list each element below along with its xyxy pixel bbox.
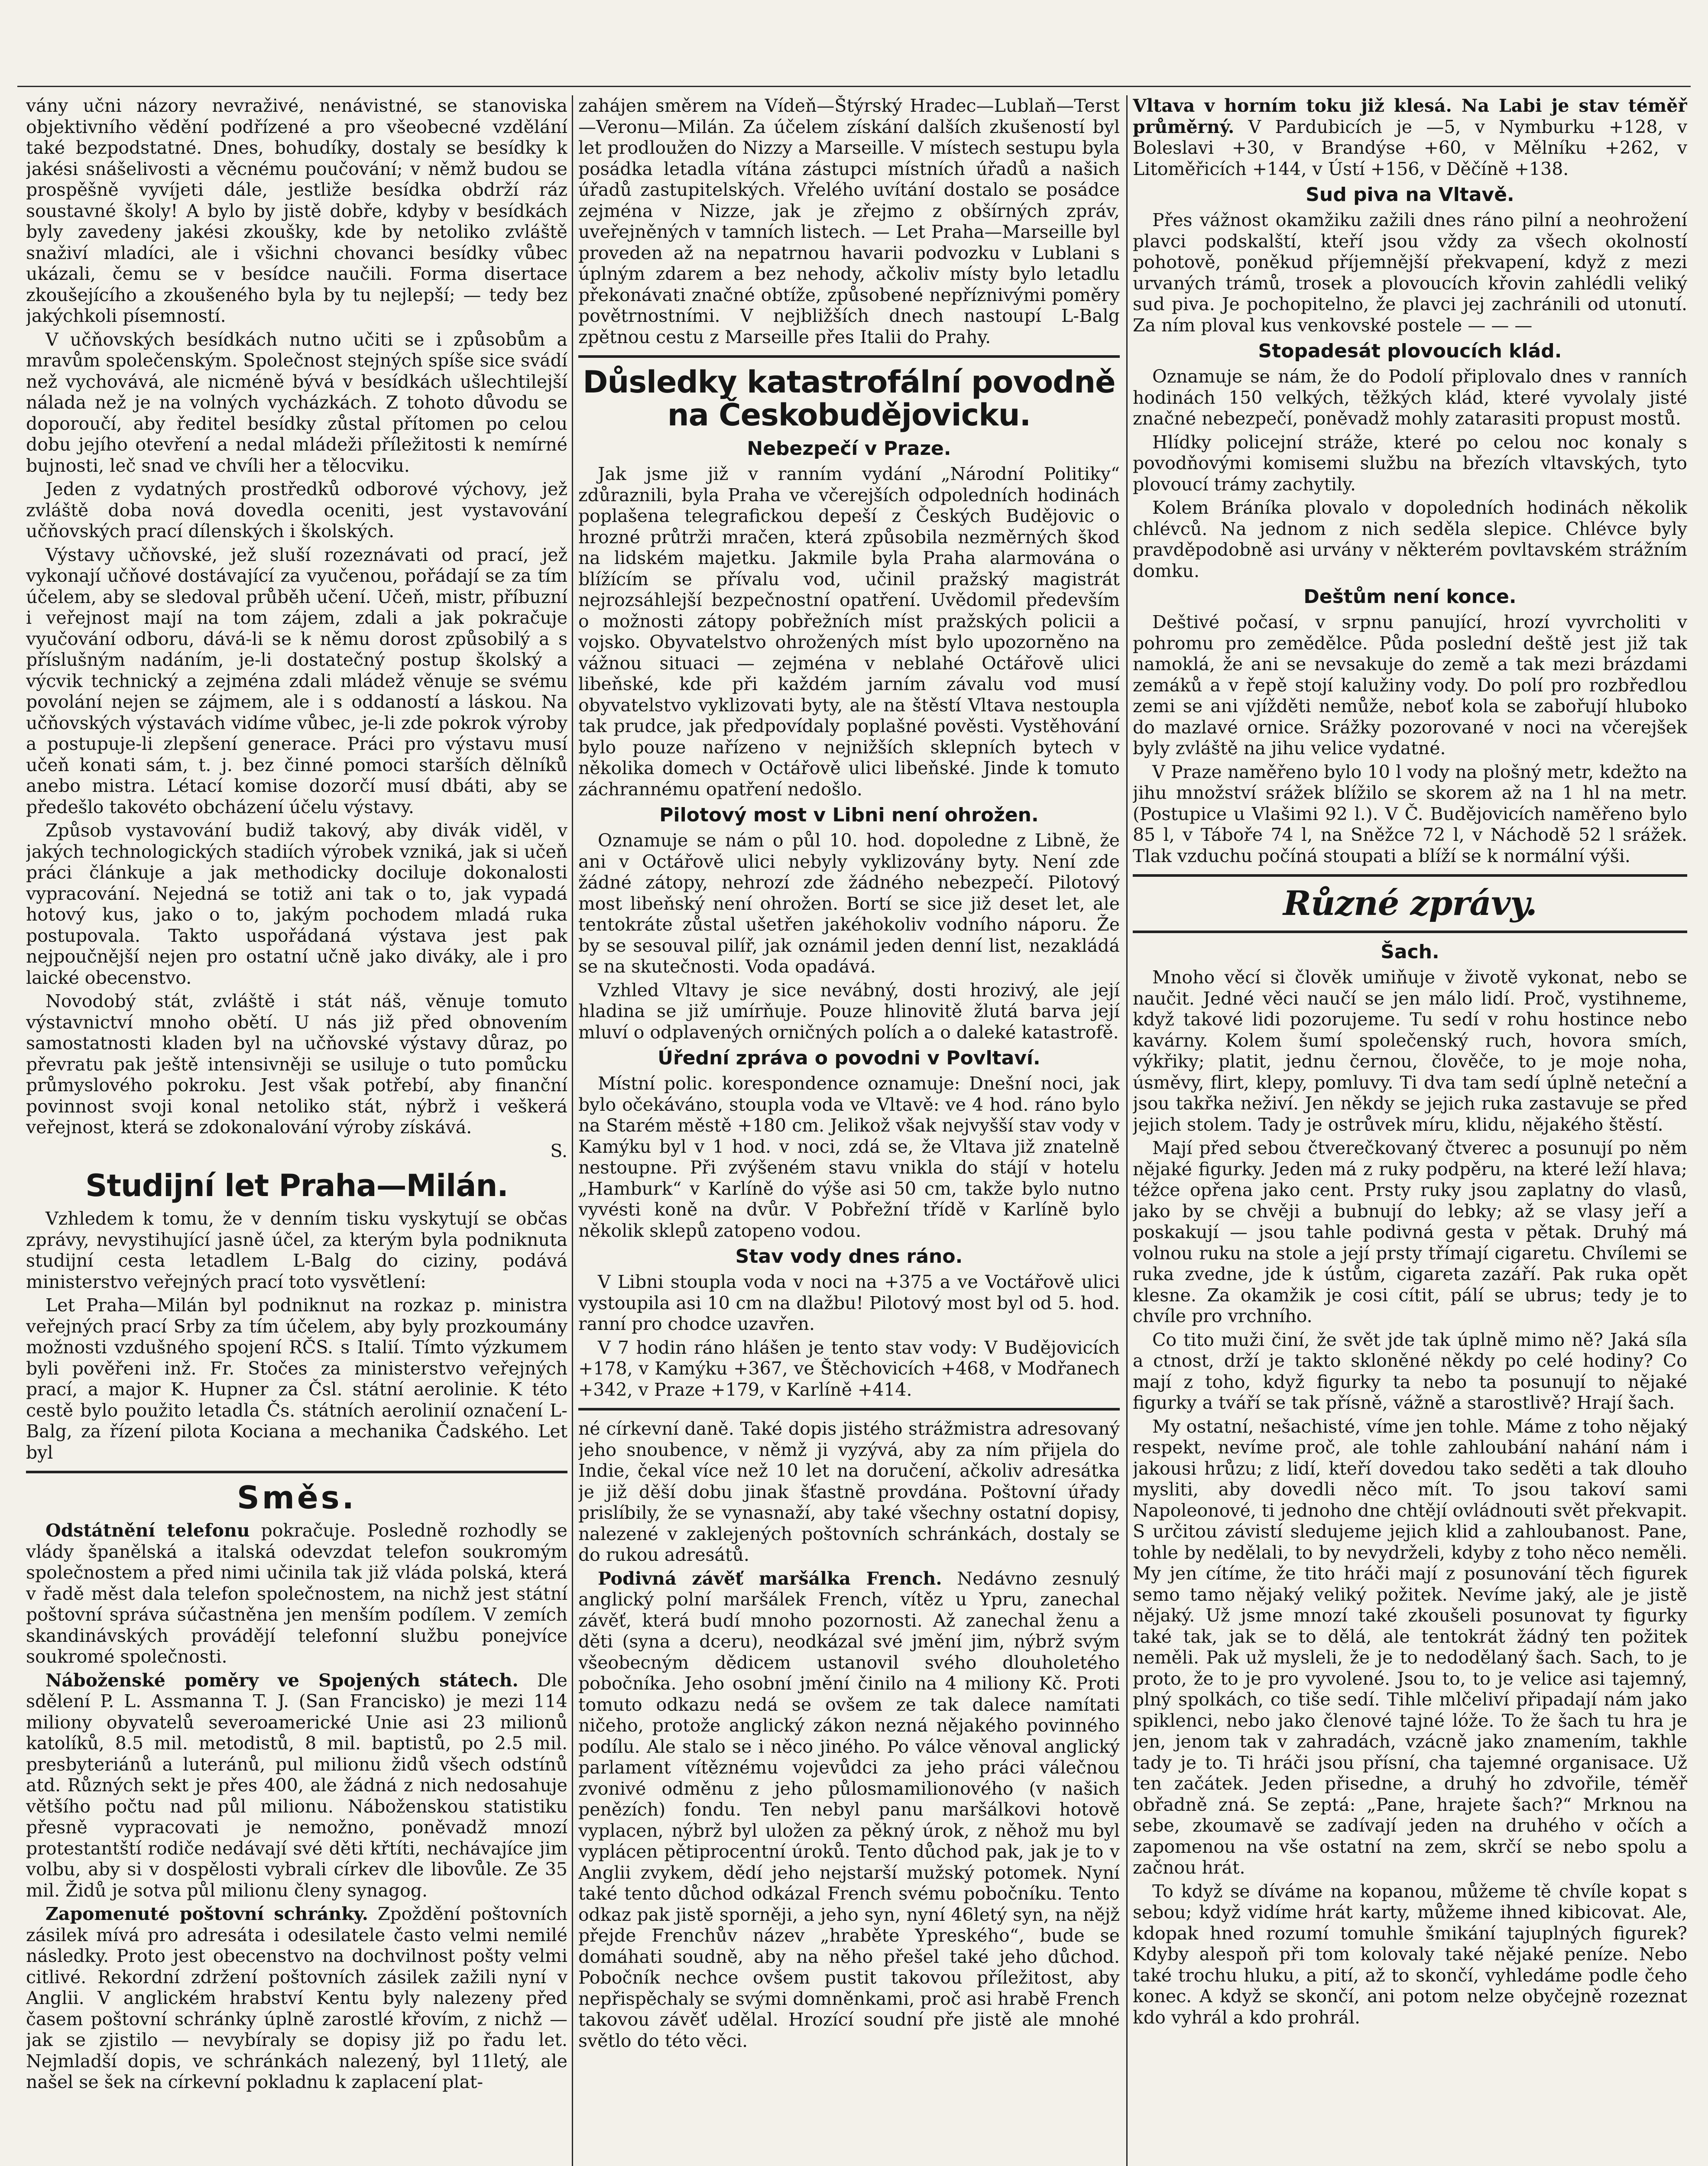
news-item [26, 1903, 567, 2093]
top-rule [17, 86, 1691, 87]
article-paragraph: To když se díváme na kopanou, můžeme tě chvíle kopat s sebou; když vidíme hrát karty, můžeme ihned kibicovat. Ale, kdopak hned rozumí tomuhle šmikání tajuplných figurek? Kdyby alespoň při tom kolovaly také nějaké peníze. Nebo také trochu hluku, a pití, až to skončí, vyhledáme podle čeho konec. A když se skončí, ani potom nelze obyčejně rozeznat kdo vyhrál a kdo prohrál. [1133, 1881, 1687, 2028]
article-paragraph: Co tito muži činí, že svět jde tak úplně mimo ně? Jaká síla a ctnost, drží je takto skloněné někdy po celé hodiny? Co mají z toho, když figurky ta nebo ta posunují to nějaké figurky a tváří se tak přísně, vážně a starostlivě? Hrají šach. [1133, 1329, 1687, 1413]
headline-dusledky: Důsledky katastrofální povodně na Českobudějovicku. [583, 364, 1115, 433]
section-divider [1133, 874, 1687, 877]
article-paragraph: Jeden z vydatných prostředků odborové výchovy, jež zvláště doba nová dovedla oceniti, jest vystavování učňovských prací dílenských i školských. [26, 479, 567, 542]
article-paragraph: V učňovských besídkách nutno učiti se i způsobům a mravům společenským. Společnost stejných spíše sice svádí než vychovává, ale nicméně bývá v besídkách ušlechtilejší nálada než je na volných vycházkách. Z tohoto důvodu se doporoučí, aby ředitel besídky zůstal přítomen po celou dobu jejího otevření a nedal mládeži příležitosti k nemírné bujnosti, leč snad ve chvíli her a tělocviku. [26, 329, 567, 476]
article-paragraph: Mají před sebou čtverečkovaný čtverec a posunují po něm nějaké figurky. Jeden má z ruky podpěru, na které leží hlava; téžce opřena jako cent. Prsty ruky jsou zaplatny do vlasů, jako by se chvěji a bubnují do lebky; až se vlasy jeří a poskakují — jsou tahle podivná gesta v pětak. Druhý má volnou ruku na stole a její prsty třímají cigaretu. Chvílemi se ruka zvedne, jde k ústům, cigareta zazáří. Pak ruka opět klesne. Za okamžik je cosi cítit, pálí se ubrus; tedy je to chvíle pro vrchního. [1133, 1138, 1687, 1326]
article-paragraph: V 7 hodin ráno hlášen je tento stav vody: V Budějovicích +178, v Kamýku +367, ve Štěchovicích +468, v Modřanech +342, v Praze +179, v Karlíně +414. [578, 1337, 1120, 1400]
news-item [26, 1670, 567, 1901]
article-paragraph: Vzhledem k tomu, že v denním tisku vyskytují se občas zprávy, nevystihující jasně účel, za kterým byla podniknuta studijní cesta letadlem L-Balg do ciziny, podává ministerstvo veřejných prací toto vysvětlení: [26, 1208, 567, 1292]
subheadline-sud-piva: Sud piva na Vltavě. [1306, 184, 1514, 206]
article-paragraph: Jak jsme již v ranním vydání „Národní Politiky“ zdůraznili, byla Praha ve včerejších odpoledních hodinách poplašena telegrafickou depeší z Českých Budějovic o hrozné průtrži mračen, která způsobila nezměrných škod na lidském majetku. Jakmile byla Praha alarmována o blížícím se přívalu vod, učinil pražský magistrát nejrozsáhlejší bezpečnostní opatření. Uvědomil především o možnosti zátopy pobřežních míst pražských policii a vojsko. Obyvatelstvo ohrožených míst bylo upozorněno na vážnou situaci — zejména v neblahé Octářově ulici libeňské, kde při každém jarním závalu vod musí obyvatelstvo vyklizovati byty, ale na štěstí Vltava nestoupla tak prudce, jak předpovídaly poplašné pověsti. Vystěhování bylo pouze nařízeno v nejnižších sklepních bytech v několika domech v Octářově ulici libeňské. Jinde k tomuto záchrannému opatření nedošlo. [578, 464, 1120, 800]
headline-studijni-let: Studijní let Praha—Milán. [85, 1168, 508, 1203]
subheadline-pilotovy-most: Pilotový most v Libni není ohrožen. [659, 804, 1039, 826]
article-paragraph [1133, 95, 1687, 179]
lead-bold: Vltava v horním toku již klesá. Na Labi je stav téměř průměrný. [1133, 95, 1687, 137]
news-item-text: Nedávno zesnulý anglický polní maršálek French, vítěz u Ypru, zanechal závěť, která budí mnoho pozornosti. Až zanechal ženu a děti (syna a dceru), neodkázal své jmění jim, nýbrž svým všeobecným dědicem ustanovil svého dlouholetého pobočníka. Jeho osobní jmění činilo na 4 miliony Kč. Proti tomuto odkazu nedá se ovšem ze tak dalece namítati ničeho, protože anglický zákon nezná nějakého povinného podílu. Ale stalo se i něco jiného. Po válce věnoval anglický parlament vítěznému vojevůdci za jeho práci válečnou zvonivé odměnu z jeho půlosmamilionového (v našich penězích) fondu. Ten nebyl panu maršálkovi hotově vyplacen, nýbrž byl uložen za pěkný úrok, z něhož mu byl vyplácen pětiprocentní úroků. Tento důchod pak, jak je to v Anglii zvykem, dědí jeho nejstarší mužský potomek. Nyní také tento důchod odkázal French svému pobočníku. Tento odkaz pak jistě sporněji, a jeho syn, nyní 46letý syn, na nějž přejde Frenchův název „hraběte Ypreského“, bude se domáhati soudně, aby na něho přešel také jeho důchod. Pobočník nechce ovšem pustit takovou příležitost, aby nepřispěchaly se svými domněnkami, proč asi hrabě French takovou závěť udělal. Hrozící soudní pře jistě ale mnohé světlo do této věci. [578, 1568, 1120, 2051]
article-paragraph: V Praze naměřeno bylo 10 l vody na plošný metr, kdežto na jihu množství srážek blížilo se skorem až na 1 hl na metr. (Postupice u Vlašimi 92 l.). V Č. Budějovicích naměřeno bylo 85 l, v Táboře 74 l, na Sněžce 72 l, v Náchodě 52 l srážek. Tlak vzduchu počíná stoupati a blíží se k normální výši. [1133, 761, 1687, 866]
article-paragraph: Kolem Bráníka plovalo v dopoledních hodinách několik chlévců. Na jednom z nich seděla slepice. Chlévce byly pravděpodobně asi urvány v některém povltavském strážním domku. [1133, 497, 1687, 581]
article-paragraph: Mnoho věcí si člověk umiňuje v životě vykonat, nebo se naučit. Jedné věci naučí se jen málo lidí. Proč, vystihneme, když takové lidi pozorujeme. Tu sedí v rohu hostince nebo kavárny. Kolem šumí společenský ruch, hovora smích, výkřiky; platit, jednu černou, člověče, to je moje noha, úsměvy, flirt, klepy, pomluvy. Ti dva tam sedí úplně neteční a jsou takřka neživí. Jen někdy se jejich ruka zastavuje se před jejich stolem. Tady je ostrůvek míru, klidu, nějakého štěstí. [1133, 967, 1687, 1135]
article-paragraph: né církevní daně. Také dopis jistého strážmistra adresovaný jeho snoubence, v němž ji vyzývá, aby za ním přijela do Indie, čekal více než 10 let na doručení, ačkoliv adresátka je již děší dobu jinak šťastně provdána. Poštovní úřady prislíbily, že se vynasnaží, aby také všechny ostatní dopisy, nalezené v zaklejených poštovních schránkách, dostaly se do rukou adresátů. [578, 1418, 1120, 1565]
article-paragraph: Deštivé počasí, v srpnu panující, hrozí vyvrcholiti v pohromu pro zemědělce. Půda poslední deště jest již tak namoklá, že ani se nevsakuje do země a tak mezi brázdami zemáků a v řepě stojí kalužiny vody. Do polí pro rozbředlou zemi se ani vjížděti nemůže, neboť kola se zabořují hluboko do mazlavé ornice. Srážky pozorované v noci na včerejšek byly zvláště na jihu velice vydatné. [1133, 612, 1687, 759]
section-divider [578, 355, 1120, 358]
headline-ruzne-zpravy: Různé zprávy. [1283, 884, 1537, 923]
subheadline-destum: Deštům není konce. [1303, 586, 1517, 608]
article-signature: S. [550, 1140, 567, 1161]
news-item [578, 1568, 1120, 2052]
news-item-title: Podivná závěť maršálka French. [598, 1568, 942, 1589]
news-item [26, 1520, 567, 1667]
article-paragraph: My ostatní, nešachisté, víme jen tohle. Máme z toho nějaký respekt, nevíme proč, ale tohle zahloubání nahání nám i jakousi hrůzu; z lidí, kteří dovedou tako seděti a tak dlouho mysliti, aby dovedli něco mít. To jsou takoví sami Napoleonové, ti jednoho dne chtějí ovládnouti svět překvapit. S určitou závistí sledujeme jejich klid a zahloubanost. Pane, tohle by nedělali, to by nevydrželi, kdyby z toho něco neměli. My jen cítíme, že tito hráči mají z posunování těch figurek semo tamo nějaký veliký požitek. Nevíme jaký, ale je jistě nějaký. Už jsme mnozí také zkoušeli posunovat ty figurky také tak, jak se to dělá, ale tentokrát žádný ten požitek neměli. Pak už mysleli, že je to nedodělaný šach. Sach, to je proto, že to je pro vyvolené. Jsou to, to je velice asi tajemný, plný spolkách, co tiše sedí. Tihle mlčeliví připadají nám jako spiklenci, nebo jako členové tajné lóže. To že šach tu hra je jen, jenom tak v zahradách, vzácně jako znamením, takhle tady je to. Ti hráči jsou přísní, cha tajemné organisace. Už ten začátek. Jeden přisedne, a druhý ho zdvořile, téměř obřadně zná. Se zeptá: „Pane, hrajete šach?“ Mrknou na sebe, zkoumavě se zadívají jeden na druhého v očích a zapomenou na vše ostatní na zem, skrčí se nebo spolu a začnou hrát. [1133, 1416, 1687, 1878]
article-paragraph: Místní polic. korespondence oznamuje: Dnešní noci, jak bylo očekáváno, stoupla voda ve Vltavě: ve 4 hod. ráno bylo na Starém městě +180 cm. Jelikož však nejvyšší stav vody v Kamýku byl v 1 hod. v noci, zdá se, že Vltava již znatelně nestoupne. Při zvýšeném stavu vnikla do stájí v hotelu „Hamburk“ v Karlíně do výše asi 50 cm, takže bylo nutno vyvésti koně na dvůr. V Pobřežní třídě v Karlíně bylo několik sklepů zatopeno vodou. [578, 1073, 1120, 1241]
column-left [26, 95, 567, 2166]
column-middle [578, 95, 1120, 2166]
article-paragraph: zahájen směrem na Vídeň—Štýrský Hradec—Lublaň—Terst—Veronu—Milán. Za účelem získání dalších zkušeností byl let prodloužen do Nizzy a Marseille. V místech sestupu byla posádka letadla vítána zástupci místních úřadů a našich úřadů zastupitelských. Vřelého uvítání dostalo se posádce zejména v Nizze, jak je zřejmo z obšírných zpráv, uveřejněných v tamních listech. — Let Praha—Marseille byl proveden až na nepatrnou havarii podvozku v Lublani s úplným zdarem a bez nehody, ačkoliv místy bylo letadlu překonávati značné obtíže, způsobené nepříznivými poměry povětrnostními. V nejbližších dnech nastoupí L-Balg zpětnou cestu z Marseille přes Italii do Prahy. [578, 95, 1120, 347]
news-item-title: Zapomenuté poštovní schránky. [45, 1903, 369, 1924]
section-divider [1133, 931, 1687, 933]
article-paragraph: Let Praha—Milán byl podniknut na rozkaz p. ministra veřejných prací Srby za tím účelem, aby byly prozkoumány možnosti vzdušného spojení RČS. s Italií. Tímto výzkumem byli pověřeni inž. Fr. Stočes za ministerstvo veřejných prací, a major K. Hupner za Čsl. státní aerolinie. K této cestě bylo použito letadla Čs. státních aerolinií označení L-Balg, za řízení pilota Kociana a mechanika Čadského. Let byl [26, 1295, 567, 1463]
news-item-title: Odstátnění telefonu [45, 1520, 250, 1541]
section-divider [578, 1408, 1120, 1410]
column-divider-1 [572, 95, 573, 2166]
article-paragraph: Způsob vystavování budiž takový, aby divák viděl, v jakých technologických stadiích výrobek vzniká, jak si učeň práci článkuje a jak methodicky dociluje dokonalosti vypracování. Nejedná se totiž ani tak o to, jak vypadá hotový kus, jako o to, jakým pochodem mladá ruka postupovala. Takto uspořádaná výstava jest pak nejpoučnější nejen pro ostatní učně jako diváky, ale i pro laické obecenstvo. [26, 820, 567, 988]
article-paragraph: Novodobý stát, zvláště i stát náš, věnuje tomuto výstavnictví mnoho obětí. U nás již před obnovením samostatnosti kladen byl na učňovské výstavy důraz, po převratu pak ještě intensivněji se usiluje o tuto pomůcku průmyslového pokroku. Jest však potřebí, aby finanční povinnost svoji konal netoliko stát, nýbrž i veškerá veřejnost, která se zdokonalování výroby získává. [26, 991, 567, 1138]
article-paragraph: vány učni názory nevraživé, nenávistné, se stanoviska objektivního vědění podřízené a pro všeobecné vzdělání také bezpodstatné. Dnes, bohudíky, dostaly se besídky k jakési snášelivosti a věcnému poučování; v němž budou se prospěšně vyvíjeti dále, jestliže besídka obdrží ráz soustavné školy! A bylo by jistě dobře, kdyby v besídkách byly zavedeny jakési zkoušky, kde by netoliko zvláště snaživí mladíci, ale i všichni chovanci besídky vůbec ukázali, čemu se v besídce naučili. Forma disertace zkoušejícího a zkoušeného byla by tu nejlepší; — tedy bez jakýchkoli písemností. [26, 95, 567, 326]
article-paragraph: Oznamuje se nám o půl 10. hod. dopoledne z Libně, že ani v Octářově ulici nebyly vyklizovány byty. Není zde žádné zátopy, nehrozí zde žádného nebezpečí. Pilotový most libeňský není ohrožen. Bortí se sice již deset let, ale tentokráte zůstal ušetřen jakéhokoliv vodního náporu. Že by se sesouval pilíř, jak oznámil jeden denní list, nezakládá se na skutečnosti. Voda opadává. [578, 830, 1120, 977]
article-paragraph: Přes vážnost okamžiku zažili dnes ráno pilní a neohrožení plavci podskalští, kteří jsou vždy za všech okolností pohotově, poněkud příjemnější překvapení, když z mezi urvaných trámů, trosek a plovoucích křovin zahlédli veliký sud piva. Je pochopitelno, že plavci jej zachránili od utonutí. Za ním ploval kus venkovské postele — — — [1133, 210, 1687, 336]
subheadline-stav-vody: Stav vody dnes ráno. [735, 1245, 963, 1268]
subheadline-nebezpeci: Nebezpečí v Praze. [747, 438, 951, 460]
article-paragraph: Vzhled Vltavy je sice nevábný, dosti hrozivý, ale její hladina se již umírňuje. Pouze hlinovitě žlutá barva její mluví o odplavených orničných polích a o daleké katastrofě. [578, 979, 1120, 1043]
headline-smes: Směs. [237, 1479, 357, 1516]
subheadline-sach: Šach. [1381, 941, 1439, 963]
section-divider [26, 1471, 567, 1473]
news-item-text: pokračuje. Posledně rozhodly se vlády španělská a italská odevzdat telefon soukromým společnostem a před nimi učinila tak již vláda polská, která v řadě měst dala telefon společnostem, na nichž jest státní poštovní správa súčastněna jen menším podílem. V zemích skandinávských provádějí telefonní službu ponejvíce soukromé společnosti. [26, 1520, 567, 1667]
news-item-text: Dle sdělení P. L. Assmanna T. J. (San Francisko) je mezi 114 miliony obyvatelů severoamerické Unie asi 23 milionů katolíků, 8.5 mil. metodistů, 8 mil. baptistů, po 2.5 mil. presbyteriánů a luteránů, pul milionu židů všech odstínů atd. Různých sekt je přes 400, ale žádná z nich nedosahuje většího počtu nad půl milionu. Náboženskou statistiku přesně vypracovati je nemožno, poněvadž mnozí protestantští rodiče nedávají své děti křtíti, nechávajíce jim volbu, aby si v dospělosti vybrali církev dle libovůle. Ze 35 mil. Židů je sotva půl milionu členy synagog. [26, 1670, 567, 1901]
article-paragraph: V Libni stoupla voda v noci na +375 a ve Voctářově ulici vystoupila asi 10 cm na dlažbu! Pilotový most byl od 5. hod. ranní pro chodce uzavřen. [578, 1271, 1120, 1334]
article-paragraph: Hlídky policejní stráže, které po celou noc konaly s povodňovými komisemi službu na březích vltavských, tyto plovoucí trámy zachytily. [1133, 431, 1687, 495]
column-right [1133, 95, 1687, 2166]
subheadline-stopadesat-klad: Stopadesát plovoucích klád. [1258, 340, 1562, 362]
news-item-text: Zpoždění poštovních zásilek mívá pro adresáta i odesilatele často velmi nemilé následky. Proto jest obecenstvo na dochvilnost pošty velmi citlivé. Rekordní zdržení poštovních zásilek zažili nyní v Anglii. V anglickém hrabství Kentu byly nalezeny před časem poštovní schránky úplně zarostlé křovím, z nichž — jak se zjistilo — nevybíraly se dopisy již po řadu let. Nejmladší dopis, ve schránkách nalezený, byl 11letý, ale našel se šek na církevní pokladnu k zaplacení plat- [26, 1903, 567, 2092]
article-paragraph: Oznamuje se nám, že do Podolí připlovalo dnes v ranních hodinách 150 velkých, těžkých klád, které vyvolaly jisté značné nebezpečí, poněvadž mohly zatarasiti propust mostů. [1133, 366, 1687, 429]
article-paragraph: Výstavy učňovské, jež sluší rozeznávati od prací, jež vykonají učňové dostávající za vyučenou, pořádají se za tím účelem, aby se sledoval průběh učení. Učeň, mistr, příbuzní i veřejnost mají na tom zájem, zdali a jak pokračuje vyučování odboru, dává-li se k němu dorost způsobilý a s příslušným nadáním, je-li dostatečný postup školský a výcvik technický a zejména zdali mládež věnuje se svému povolání nejen se zájmem, ale i s oddaností a láskou. Na učňovských výstavách vidíme vůbec, je-li zde pokrok výroby a postupuje-li zlepšení generace. Práci pro výstavu musí učeň konati sám, t. j. bez činné pomoci starších dělníků anebo mistra. Létací komise dozorčí musí dbáti, aby se předešlo takovéto obcházení účelu výstavy. [26, 544, 567, 817]
lead-text: V Pardubicích je —5, v Nymburku +128, v Boleslavi +30, v Brandýse +60, v Mělníku +262, v Litoměřicích +144, v Ústí +156, v Děčíně +138. [1133, 116, 1687, 179]
news-item-title: Náboženské poměry ve Spojených státech. [45, 1670, 519, 1691]
subheadline-uredni-zprava: Úřední zpráva o povodni v Povltaví. [658, 1047, 1040, 1069]
column-divider-2 [1126, 95, 1128, 2166]
